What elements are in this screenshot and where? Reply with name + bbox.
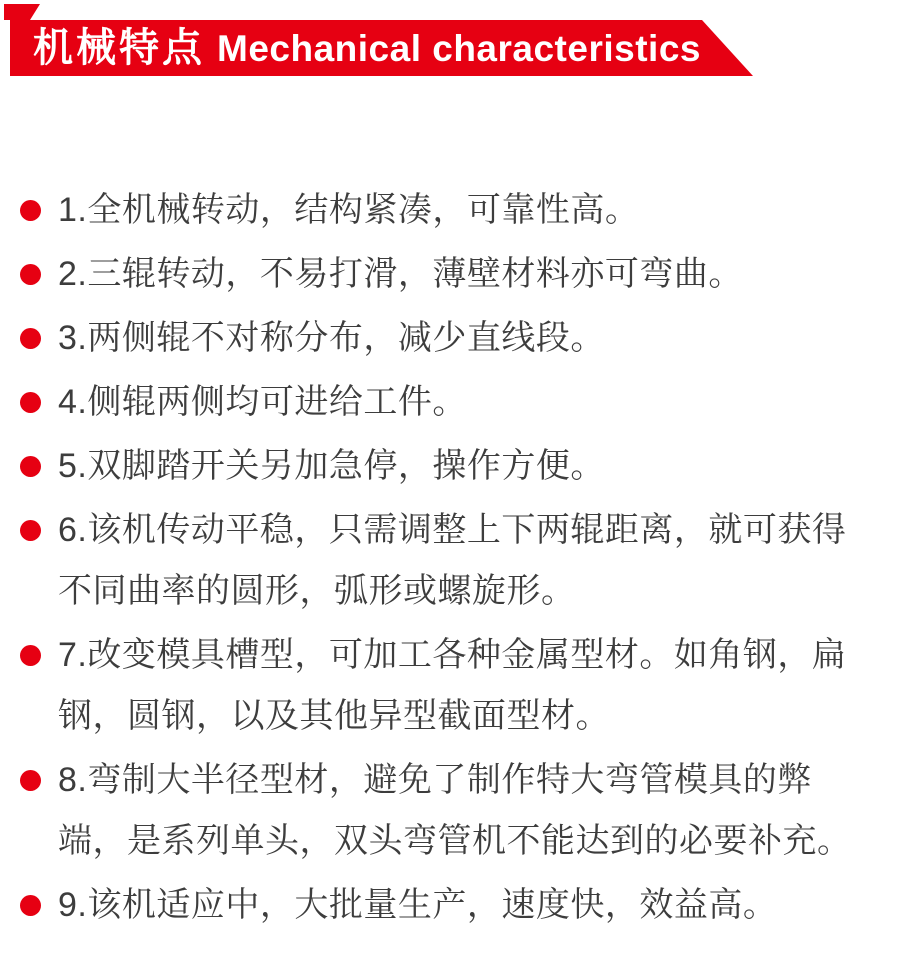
feature-text: 9.该机适应中，大批量生产，速度快，效益高。: [58, 886, 778, 924]
feature-text: 3.两侧辊不对称分布，减少直线段。: [58, 319, 605, 357]
ribbon-fold-icon: [4, 4, 40, 20]
feature-list: [0, 180, 920, 939]
feature-text: 6.该机传动平稳，只需调整上下两辊距离，就可获得: [58, 511, 847, 549]
feature-text: 4.侧辊两侧均可进给工件。: [58, 383, 467, 421]
bullet-dot-icon: [20, 264, 41, 285]
feature-text: 8.弯制大半径型材，避免了制作特大弯管模具的弊: [58, 761, 812, 799]
feature-item-4: [0, 372, 920, 433]
feature-item-3: [0, 308, 920, 369]
page-title-en: Mechanical characteristics: [217, 27, 701, 69]
feature-text: 5.双脚踏开关另加急停，操作方便。: [58, 447, 605, 485]
feature-item-6: [0, 500, 920, 622]
feature-item-5: [0, 436, 920, 497]
bullet-dot-icon: [20, 645, 41, 666]
feature-text: 7.改变模具槽型，可加工各种金属型材。如角钢，扁: [58, 636, 847, 674]
feature-item-7: [0, 625, 920, 747]
bullet-dot-icon: [20, 328, 41, 349]
bullet-dot-icon: [20, 456, 41, 477]
bullet-dot-icon: [20, 392, 41, 413]
feature-item-1: [0, 180, 920, 241]
bullet-dot-icon: [20, 770, 41, 791]
feature-text-continued: 不同曲率的圆形，弧形或螺旋形。: [58, 572, 576, 610]
header-title: [0, 20, 760, 76]
feature-text-continued: 端，是系列单头，双头弯管机不能达到的必要补充。: [58, 822, 852, 860]
feature-item-9: [0, 875, 920, 936]
section-header: [0, 0, 920, 80]
feature-text: 1.全机械转动，结构紧凑，可靠性高。: [58, 191, 640, 229]
feature-item-2: [0, 244, 920, 305]
feature-text: 2.三辊转动，不易打滑，薄壁材料亦可弯曲。: [58, 255, 743, 293]
feature-text-continued: 钢，圆钢，以及其他异型截面型材。: [58, 697, 610, 735]
bullet-dot-icon: [20, 200, 41, 221]
bullet-dot-icon: [20, 520, 41, 541]
feature-item-8: [0, 750, 920, 872]
bullet-dot-icon: [20, 895, 41, 916]
page-title-zh: 机械特点: [33, 26, 205, 70]
